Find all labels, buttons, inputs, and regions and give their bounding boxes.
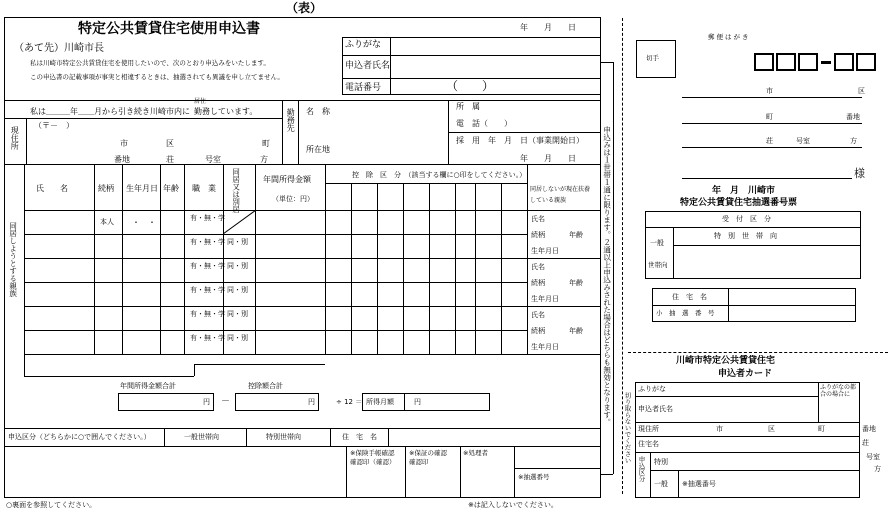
card-building: 荘: [862, 439, 869, 447]
postcard-sama: 様: [854, 167, 865, 180]
household-label: 同居しようとする親族: [8, 222, 18, 297]
sep2-name: 氏名: [531, 263, 545, 271]
minus-sign: －: [221, 397, 231, 407]
stamp-label: 切手: [646, 54, 659, 62]
applicant-name-label: 申込者氏名: [345, 61, 391, 71]
col-income-unit: （単位：円）: [272, 195, 314, 203]
sideways-note: 申込みは１世帯１通に限ります。２通以上申込みされた場合はどちらも無効となります。: [602, 126, 612, 426]
card-title1: 川崎市特定公共賃貸住宅: [676, 356, 776, 366]
applicant-card: [635, 382, 860, 498]
card-lottery-number: ※抽選番号: [682, 480, 716, 488]
addr-house: 方: [260, 155, 268, 164]
deduction-total-label: 控除額合計: [248, 382, 283, 390]
sep2-birth: 生年月日: [531, 295, 559, 303]
card-house: 方: [874, 465, 881, 473]
card-title2: 申込者カード: [718, 369, 773, 379]
phone-label: 電話番号: [345, 83, 382, 93]
cohab-row-2[interactable]: 同・別: [227, 238, 248, 246]
cohab-row-5[interactable]: 同・別: [227, 310, 248, 318]
form-date[interactable]: 年 月 日: [520, 23, 576, 32]
addr-city: 市: [120, 139, 128, 148]
col-income: 年間所得金額: [263, 175, 311, 184]
self-relation: 本人: [100, 218, 114, 226]
cohab-row-4[interactable]: 同・別: [227, 286, 248, 294]
note-guarantee-1: ※保証の確認: [409, 449, 447, 457]
card-room: 号室: [866, 453, 880, 461]
apply-category-label: 申込区分（どちらかに○で囲んでください。）: [8, 433, 151, 441]
card-general[interactable]: 一般: [654, 480, 668, 488]
postcode-box-4[interactable]: [834, 53, 854, 71]
lottery-special: 特 別 世 帯 向: [714, 232, 777, 240]
residence-suffix: 勤務しています。: [194, 107, 258, 116]
postcode-box-1[interactable]: [754, 53, 774, 71]
card-furigana: ふりがな: [638, 385, 666, 393]
general-household[interactable]: 一般世帯向: [184, 433, 219, 441]
postcard-ichi: 市: [766, 87, 773, 95]
postcard-house: 方: [850, 137, 857, 145]
lottery-household-dir: 世帯向: [648, 261, 668, 269]
footnote-left: ○裏面を参照してください。: [6, 501, 97, 509]
addr-building: 荘: [166, 155, 174, 164]
sep1-relation: 続柄: [531, 231, 545, 239]
card-special[interactable]: 特別: [654, 458, 668, 466]
addr-ward: 区: [166, 139, 174, 148]
residence-type: 居住: [194, 98, 207, 105]
employment-date-field[interactable]: 年 月 日: [520, 154, 576, 163]
cohab-row-3[interactable]: 同・別: [227, 262, 248, 270]
postcard-banchi: 番地: [846, 113, 860, 121]
card-cho: 町: [818, 425, 825, 433]
addr-town: 町: [262, 139, 270, 148]
postcard-title: 郵便はがき: [708, 33, 751, 41]
col-relation: 続柄: [98, 184, 114, 193]
job-row-4[interactable]: 有・無・学: [190, 286, 225, 294]
income-total-field[interactable]: [118, 393, 214, 411]
sep2-age: 年齢: [569, 279, 583, 287]
postcode-box-5[interactable]: [856, 53, 876, 71]
monthly-income-label: 所得月額: [366, 398, 394, 406]
card-current-address: 現住所: [638, 425, 659, 433]
sep3-name: 氏名: [531, 311, 545, 319]
card-category: 申込区分: [637, 456, 646, 482]
form-title: 特定公共賃貸住宅使用申込書: [78, 21, 260, 37]
postal-code[interactable]: （〒－ ）: [34, 121, 74, 130]
self-birth: ・ ・: [132, 218, 156, 227]
footnote-right: ※は記入しないでください。: [468, 501, 558, 509]
lottery-general: 一般: [650, 239, 664, 247]
lottery-dwelling-name: 住 宅 名: [672, 293, 707, 301]
sep1-age: 年齢: [569, 231, 583, 239]
postcard-building: 荘: [766, 137, 773, 145]
dwelling-name-label: 住 宅 名: [342, 433, 377, 441]
sep2-relation: 続柄: [531, 279, 545, 287]
note-processing: ※処理者: [463, 449, 488, 457]
card-dwelling: 住宅名: [638, 440, 659, 448]
income-total-label: 年間所得金額合計: [120, 382, 176, 390]
furigana-label: ふりがな: [345, 40, 382, 50]
sep1-name: 氏名: [531, 215, 545, 223]
postcard-room: 号室: [796, 137, 810, 145]
col-deduction: 控 除 区 分 （該当する欄に○印をしてください。）: [352, 171, 527, 179]
card-banchi: 番地: [862, 425, 876, 433]
reception-category: 受 付 区 分: [722, 215, 771, 223]
addr-banchi: 番地: [114, 155, 130, 164]
cohab-row-6[interactable]: 同・別: [227, 334, 248, 342]
job-row-1[interactable]: 有・無・学: [190, 214, 225, 222]
dept-label: 所 属: [456, 102, 480, 111]
current-address-label: 現住所: [10, 126, 20, 150]
job-row-5[interactable]: 有・無・学: [190, 310, 225, 318]
postcode-box-2[interactable]: [776, 53, 796, 71]
card-sideways: 切り取らないでください: [623, 392, 632, 464]
lottery-title: 特定公共賃貸住宅抽選番号票: [680, 198, 798, 208]
deduction-total-yen: 円: [308, 398, 315, 406]
col-name: 氏 名: [36, 184, 68, 193]
card-ichi: 市: [716, 425, 723, 433]
note-lottery: ※抽選番号: [518, 473, 550, 481]
postcard-ku: 区: [858, 87, 865, 95]
job-row-6[interactable]: 有・無・学: [190, 334, 225, 342]
job-row-3[interactable]: 有・無・学: [190, 262, 225, 270]
company-name-label: 名 称: [306, 107, 330, 116]
note-office-2: 確認印（確認）: [350, 458, 396, 466]
card-applicant-name: 申込者氏名: [638, 405, 673, 413]
addr-room: 号室: [205, 155, 221, 164]
intro-line1: 私は川崎市特定公共賃貸住宅を使用したいので、次のとおり申込みをいたします。: [30, 59, 270, 67]
company-location-label: 所在地: [306, 145, 330, 154]
lottery-header: 年 月 川崎市: [712, 186, 776, 196]
monthly-income-yen: 円: [414, 398, 421, 406]
job-row-2[interactable]: 有・無・学: [190, 238, 225, 246]
sep3-relation: 続柄: [531, 327, 545, 335]
divide-12: ÷ 12 ＝: [336, 398, 363, 406]
phone-field[interactable]: （ ）: [446, 79, 495, 93]
card-note: ふりがなの都合の場合に: [820, 384, 857, 399]
residence-since: 私は＿＿＿年＿＿月から引き続き川崎市内に: [30, 107, 190, 116]
card-ku: 区: [768, 425, 775, 433]
header-mark: （表）: [286, 1, 323, 15]
sep3-birth: 生年月日: [531, 343, 559, 351]
col-separate: 同居しないが現在扶養している親族: [530, 186, 591, 205]
postcard-cho: 町: [766, 113, 773, 121]
ext-label: 電 話（ ）: [456, 119, 512, 128]
income-total-yen: 円: [203, 398, 210, 406]
cohab-self-slash: [223, 210, 256, 234]
workplace-label: 勤務先: [286, 108, 296, 132]
col-job: 職 業: [192, 184, 216, 193]
addressee: （あて先）川崎市長: [14, 43, 104, 54]
col-birth: 生年月日: [126, 184, 158, 193]
sep1-birth: 生年月日: [531, 247, 559, 255]
intro-line2: この申込書の記載事項が事実と相違するときは、抽選されても異議を申し立てません。: [30, 73, 284, 81]
note-guarantee-2: 確認印: [409, 458, 429, 466]
postcode-box-3[interactable]: [798, 53, 818, 71]
postcode-dash: [821, 61, 831, 64]
sep3-age: 年齢: [569, 327, 583, 335]
deduction-total-field[interactable]: [235, 393, 319, 411]
col-cohab: 同居又は別居: [231, 168, 241, 213]
note-office-1: ※保険手帳確認: [350, 449, 395, 457]
special-household[interactable]: 特別世帯向: [266, 433, 301, 441]
col-age: 年齢: [163, 184, 179, 193]
employment-date-label: 採 用 年 月 日（事業開始日）: [456, 136, 584, 145]
lottery-number-label: 小 抽 選 番 号: [656, 309, 715, 317]
